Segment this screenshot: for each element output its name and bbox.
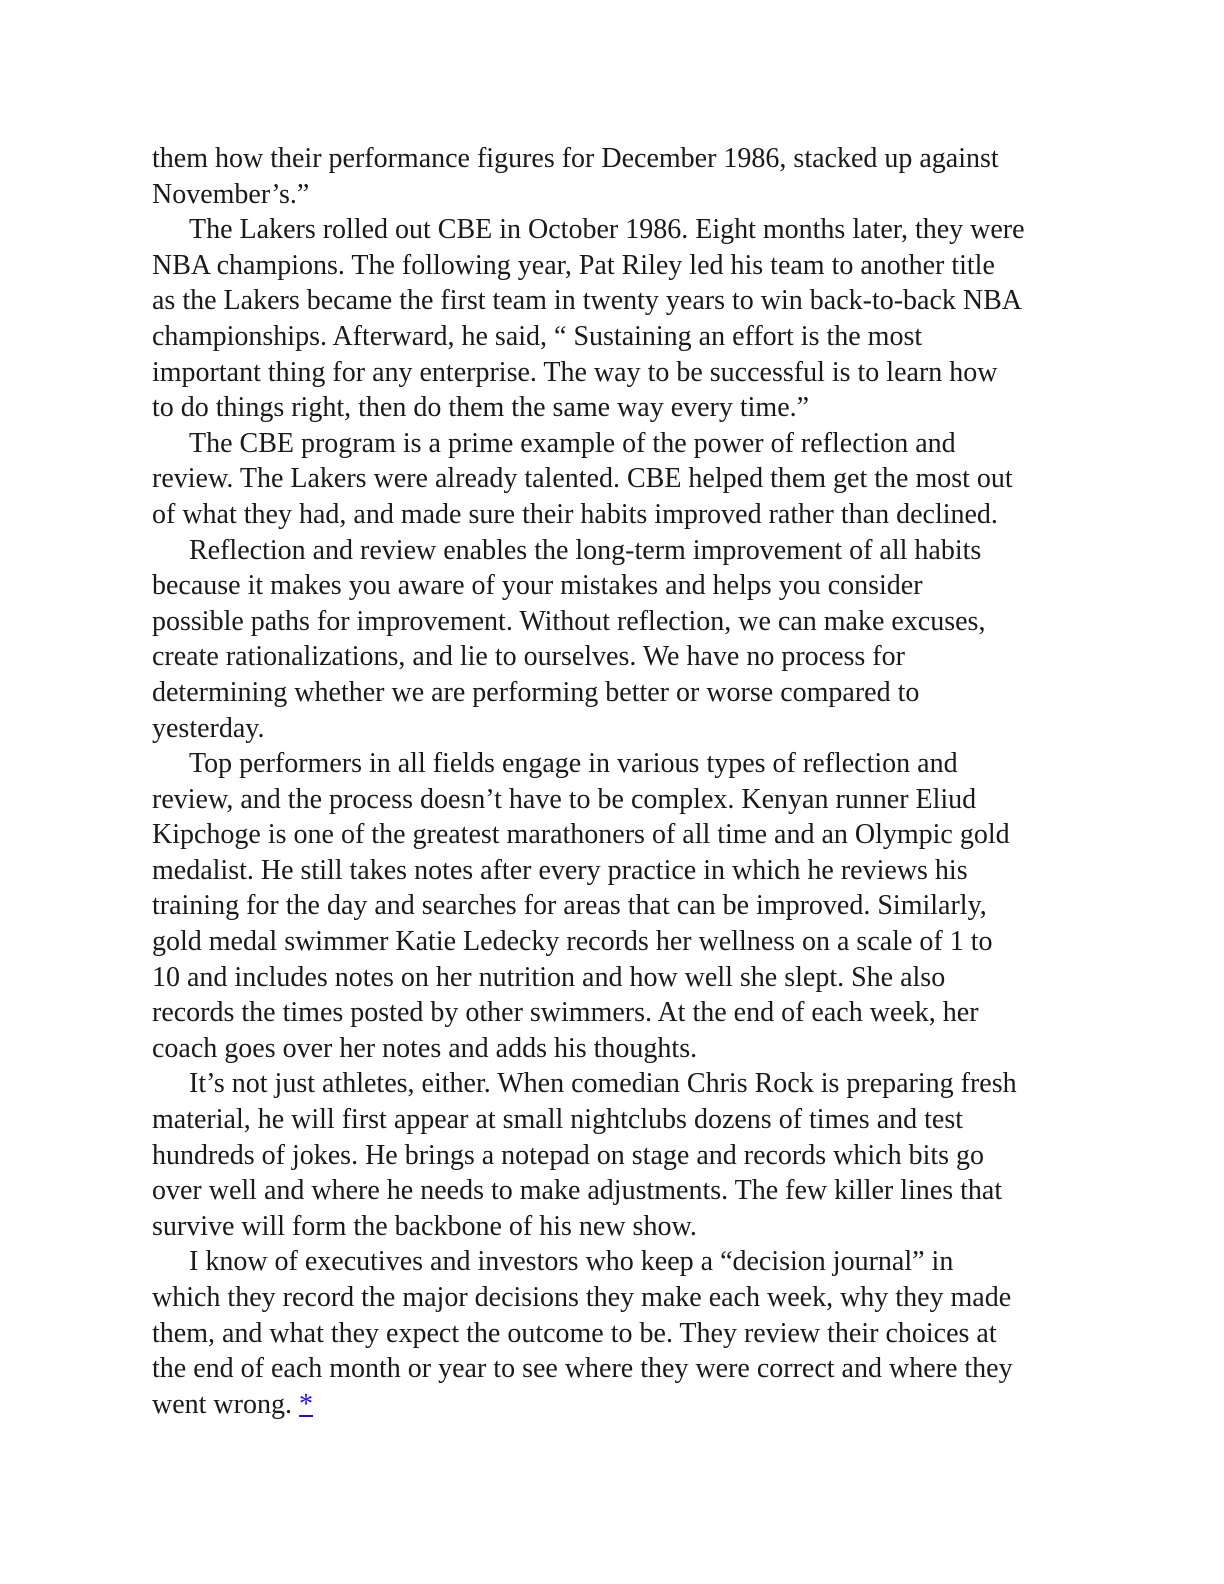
paragraph-chris-rock: It’s not just athletes, either. When comedian Chris Rock is preparing fresh material, he will first appear at small nightclubs dozens of times and test hundreds of jokes. He brings a notepad on stage and records which bits go over well and where he needs to make adjustments. The few killer lines that survive will form the backbone of his new show. — [152, 1068, 1017, 1242]
paragraph-continuation: them how their performance figures for December 1986, stacked up against November’s.” — [152, 143, 999, 210]
paragraph-cbe-program: The CBE program is a prime example of the power of reflection and review. The Lakers were already talented. CBE helped them get the most out of what they had, and made sure their habits improved rather than declined. — [152, 427, 1013, 530]
page-body — [152, 141, 1064, 1422]
paragraph-reflection-review: Reflection and review enables the long-term improvement of all habits because it makes you aware of your mistakes and helps you consider possible paths for improvement. Without reflection, we can make excuses, create rationalizations, and lie to ourselves. We have no process for determining whether we are performing better or worse compared to yesterday. — [152, 534, 986, 744]
paragraph-top-performers: Top performers in all fields engage in various types of reflection and review, and the process doesn’t have to be complex. Kenyan runner Eliud Kipchoge is one of the greatest marathoners of all time and an Olympic gold medalist. He still takes notes after every practice in which he reviews his training for the day and searches for areas that can be improved. Similarly, gold medal swimmer Katie Ledecky records her wellness on a scale of 1 to 10 and includes notes on her nutrition and how well she slept. She also records the times posted by other swimmers. At the end of each week, her coach goes over her notes and adds his thoughts. — [152, 748, 1010, 1064]
footnote-link[interactable]: * — [298, 1388, 313, 1420]
paragraph-lakers-cbe: The Lakers rolled out CBE in October 1986. Eight months later, they were NBA champions. The following year, Pat Riley led his team to another title as the Lakers became the first team in twenty years to win back-to-back NBA championships. Afterward, he said, “ Sustaining an effort is the most important thing for any enterprise. The way to be successful is to learn how to do things right, then do them the same way every time.” — [152, 214, 1025, 424]
paragraph-decision-journal — [152, 1244, 1064, 1422]
decision-journal-text: I know of executives and investors who keep a “decision journal” in which they record the major decisions they make each week, why they made them, and what they expect the outcome to be. They review their choices at the end of each month or year to see where they were correct and where they went wrong. — [152, 1246, 1013, 1420]
